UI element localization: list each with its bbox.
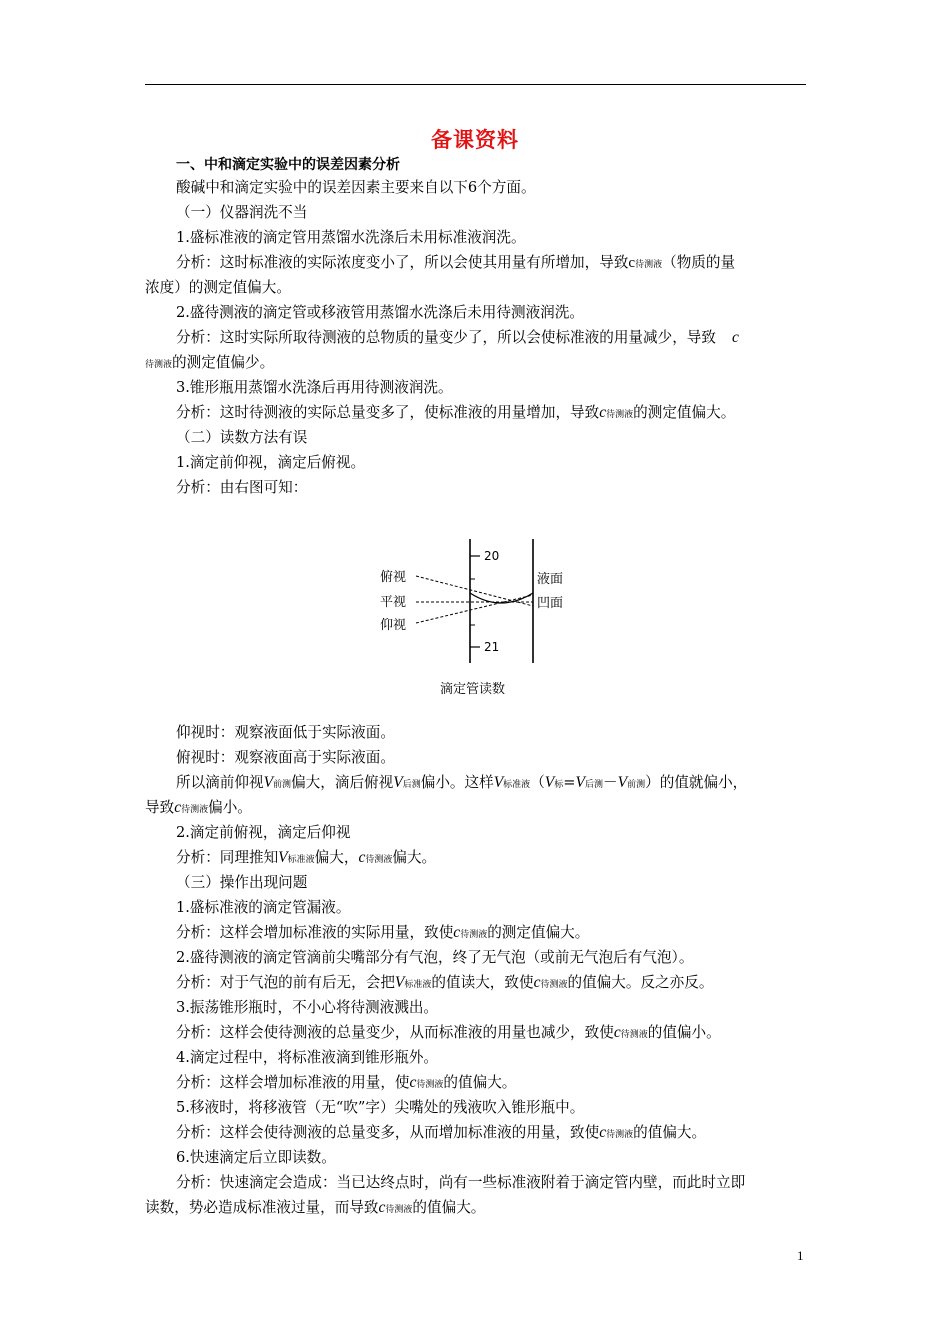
page-number: 1 [797, 1248, 804, 1263]
s1-analysis-2-cont: 待测液的测定值偏少。 [145, 354, 275, 371]
s3-analysis-4: 分析：这样会增加标准液的用量，使c待测液的值偏大。 [176, 1074, 517, 1091]
burette-reading-diagram [370, 535, 580, 705]
label-fushi: 俯视 [380, 570, 407, 585]
subsection-3-title: （三）操作出现问题 [176, 874, 308, 891]
label-aomian: 凹面 [537, 596, 564, 611]
subsection-1-title: （一）仪器润洗不当 [176, 204, 308, 221]
tick-label-21: 21 [484, 640, 500, 654]
label-yangshi: 仰视 [380, 618, 407, 633]
tick-label-20: 20 [484, 549, 500, 563]
s3-analysis-6: 分析：快速滴定会造成：当已达终点时，尚有一些标准液附着于滴定管内壁，而此时立即 [176, 1174, 746, 1191]
page-title: 备课资料 [431, 128, 519, 152]
s3-item-5: 5.移液时，将移液管（无“吹”字）尖嘴处的残液吹入锥形瓶中。 [176, 1099, 585, 1116]
section-heading: 一、中和滴定实验中的误差因素分析 [176, 157, 400, 173]
s2-yangshi: 仰视时：观察液面低于实际液面。 [176, 724, 395, 741]
s2-item-1: 1.滴定前仰视，滴定后俯视。 [176, 454, 366, 471]
s1-analysis-1: 分析：这时标准液的实际浓度变小了，所以会使其用量有所增加，导致c待测液（物质的量 [176, 254, 736, 271]
s1-analysis-2: 分析：这时实际所取待测液的总物质的量变少了，所以会使标准液的用量减少，导致 c [176, 329, 739, 346]
s3-analysis-5: 分析：这样会使待测液的总量变多，从而增加标准液的用量，致使c待测液的值偏大。 [176, 1124, 707, 1141]
s1-analysis-1-cont: 浓度）的测定值偏大。 [145, 279, 291, 296]
diagram-caption: 滴定管读数 [440, 682, 506, 697]
subsection-2-title: （二）读数方法有误 [176, 429, 308, 446]
header-rule [145, 84, 806, 85]
yangshi-sightline [416, 595, 533, 623]
s3-item-3: 3.振荡锥形瓶时，不小心将待测液溅出。 [176, 999, 439, 1016]
s3-analysis-1: 分析：这样会增加标准液的实际用量，致使c待测液的测定值偏大。 [176, 924, 590, 941]
s2-analysis-2: 分析：同理推知V标准液偏大，c待测液偏大。 [176, 849, 437, 866]
s2-item-2: 2.滴定前俯视，滴定后仰视 [176, 824, 351, 841]
s2-fushi: 俯视时：观察液面高于实际液面。 [176, 749, 395, 766]
s2-conclusion: 所以滴前仰视V前测偏大，滴后俯视V后测偏小。这样V标准液（V标=V后测－V前测）的值就偏小， [176, 774, 748, 791]
s1-analysis-3: 分析：这时待测液的实际总量变多了，使标准液的用量增加，导致c待测液的测定值偏大。 [176, 404, 736, 421]
s1-item-3: 3.锥形瓶用蒸馏水洗涤后再用待测液润洗。 [176, 379, 453, 396]
s1-item-2: 2.盛待测液的滴定管或移液管用蒸馏水洗涤后未用待测液润洗。 [176, 304, 584, 321]
s1-item-1: 1.盛标准液的滴定管用蒸馏水洗涤后未用标准液润洗。 [176, 229, 526, 246]
s3-item-6: 6.快速滴定后立即读数。 [176, 1149, 336, 1166]
label-pingshi: 平视 [380, 595, 407, 610]
label-yemian: 液面 [537, 572, 564, 587]
s3-item-4: 4.滴定过程中，将标准液滴到锥形瓶外。 [176, 1049, 439, 1066]
s3-item-1: 1.盛标准液的滴定管漏液。 [176, 899, 351, 916]
s3-analysis-6-cont: 读数，势必造成标准液过量，而导致c待测液的值偏大。 [145, 1199, 486, 1216]
s2-analysis-1: 分析：由右图可知： [176, 479, 308, 496]
s2-conclusion-cont: 导致c待测液偏小。 [145, 799, 252, 816]
s3-item-2: 2.盛待测液的滴定管滴前尖嘴部分有气泡，终了无气泡（或前无气泡后有气泡）。 [176, 949, 694, 966]
intro-text: 酸碱中和滴定实验中的误差因素主要来自以下6个方面。 [176, 179, 536, 196]
s3-analysis-2: 分析：对于气泡的前有后无，会把V标准液的值读大，致使c待测液的值偏大。反之亦反。 [176, 974, 714, 991]
s3-analysis-3: 分析：这样会使待测液的总量变少，从而标准液的用量也减少，致使c待测液的值偏小。 [176, 1024, 721, 1041]
